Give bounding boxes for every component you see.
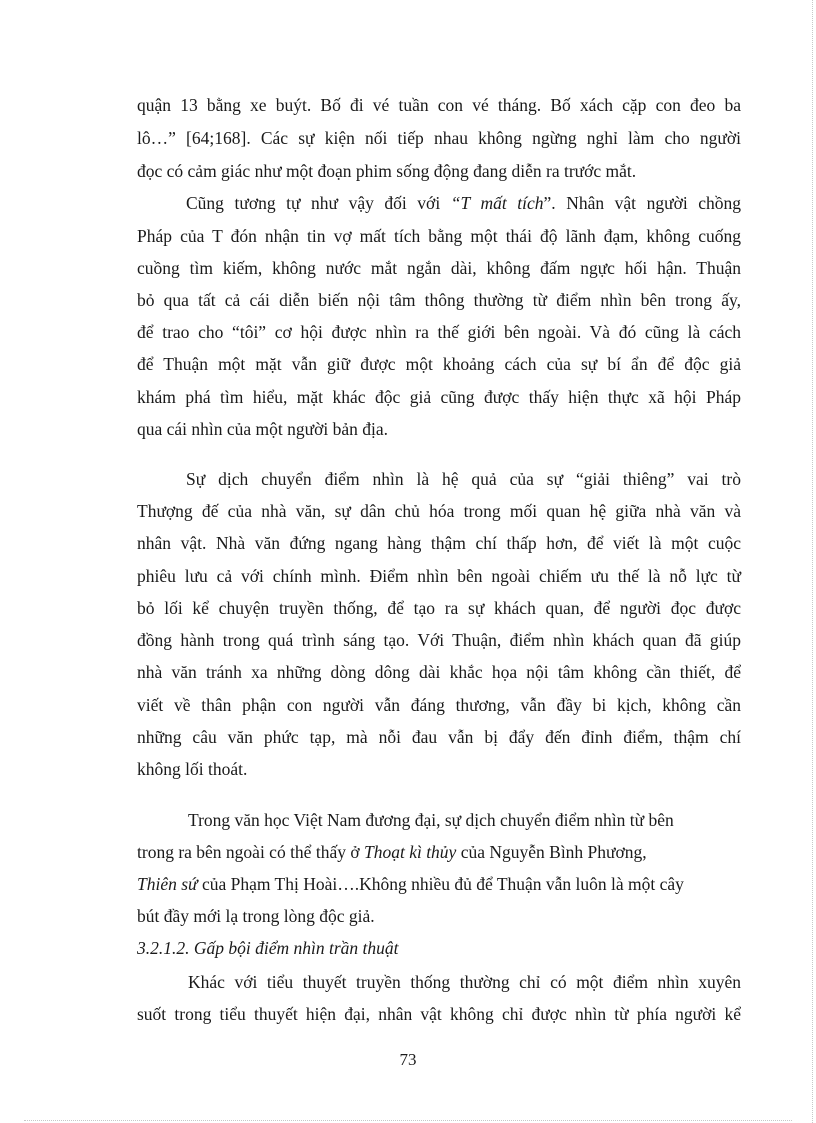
- p2-line-1-tail: ”. Nhân vật người chồng: [543, 193, 742, 213]
- p3-line-1: Sự dịch chuyển điểm nhìn là hệ quả của sự “giải thiêng” vai trò: [186, 469, 741, 489]
- p4-line-2-title: Thoạt kì thủy: [363, 842, 457, 862]
- p2-line-1: [186, 187, 741, 219]
- p2-line-1-title: “T mất tích: [450, 193, 544, 213]
- p4-line-1: Trong văn học Việt Nam đương đại, sự dịch chuyển điểm nhìn từ bên: [188, 810, 674, 830]
- p3-line-3: nhân vật. Nhà văn đứng ngang hàng thậm chí thấp hơn, để viết là một cuộc: [137, 533, 741, 553]
- p3-line-8: viết về thân phận con người vẫn đáng thương, vẫn đầy bi kịch, không cần: [137, 695, 741, 715]
- bottom-dotted-divider: [24, 1120, 792, 1121]
- p4-line-2-text: trong ra bên ngoài có thể thấy ở: [137, 842, 364, 862]
- p4-line-3-text: của Phạm Thị Hoài….Không nhiều đủ để Thuận vẫn luôn là một cây: [197, 874, 684, 894]
- p3-line-4: phiêu lưu cả với chính mình. Điểm nhìn bên ngoài chiếm ưu thế là nỗ lực từ: [137, 566, 741, 586]
- p1-line-1: quận 13 bằng xe buýt. Bố đi vé tuần con vé tháng. Bố xách cặp con đeo ba: [137, 95, 741, 115]
- p4-line-4: bút đầy mới lạ trong lòng độc giả.: [137, 906, 375, 926]
- right-dotted-divider: [812, 0, 813, 1123]
- p3-line-5: bỏ lối kể chuyện truyền thống, để tạo ra sự khách quan, để người đọc được: [137, 598, 741, 618]
- p5-line-2: suốt trong tiểu thuyết hiện đại, nhân vật không chỉ được nhìn từ phía người kể: [137, 1004, 741, 1024]
- p3-line-6: đồng hành trong quá trình sáng tạo. Với Thuận, điểm nhìn khách quan đã giúp: [137, 630, 741, 650]
- page-number: 73: [399, 1050, 417, 1069]
- p2-line-4: bỏ qua tất cả cái diễn biến nội tâm thông thường từ điểm nhìn bên trong ấy,: [137, 290, 741, 310]
- p2-line-3: cuồng tìm kiếm, không nước mắt ngắn dài, không đấm ngực hối hận. Thuận: [137, 258, 741, 278]
- p2-line-8: qua cái nhìn của một người bản địa.: [137, 419, 389, 439]
- p4-line-2: [137, 836, 741, 868]
- p3-line-7: nhà văn tránh xa những dòng dông dài khắc họa nội tâm không cần thiết, để: [137, 662, 741, 682]
- p4-line-3: [137, 868, 741, 900]
- p2-line-6: để Thuận một mặt vẫn giữ được một khoảng cách của sự bí ẩn để độc giả: [137, 354, 741, 374]
- p2-line-2: Pháp của T đón nhận tin vợ mất tích bằng một thái độ lãnh đạm, không cuống: [137, 226, 741, 246]
- p3-line-10: không lối thoát.: [137, 759, 248, 779]
- p2-line-1-text: Cũng tương tự như vậy đối với: [186, 193, 441, 213]
- p3-line-9: những câu văn phức tạp, mà nỗi đau vẫn bị đẩy đến đỉnh điểm, thậm chí: [137, 727, 741, 747]
- p1-line-3: đọc có cảm giác như một đoạn phim sống động đang diễn ra trước mắt.: [137, 161, 637, 181]
- p3-line-2: Thượng đế của nhà văn, sự dân chủ hóa trong mối quan hệ giữa nhà văn và: [137, 501, 741, 521]
- p5-line-1: Khác với tiểu thuyết truyền thống thường chỉ có một điểm nhìn xuyên: [188, 972, 741, 992]
- section-heading: 3.2.1.2. Gấp bội điểm nhìn trần thuật: [137, 938, 399, 958]
- p2-line-5: để trao cho “tôi” cơ hội được nhìn ra thế giới bên ngoài. Và đó cũng là cách: [137, 322, 741, 342]
- p1-line-2: lô…” [64;168]. Các sự kiện nối tiếp nhau không ngừng nghỉ làm cho người: [137, 128, 741, 148]
- p4-line-3-title: Thiên sứ: [137, 874, 198, 894]
- p4-line-2-tail: của Nguyễn Bình Phương,: [456, 842, 647, 862]
- p2-line-7: khám phá tìm hiểu, mặt khác độc giả cũng được thấy hiện thực xã hội Pháp: [137, 387, 741, 407]
